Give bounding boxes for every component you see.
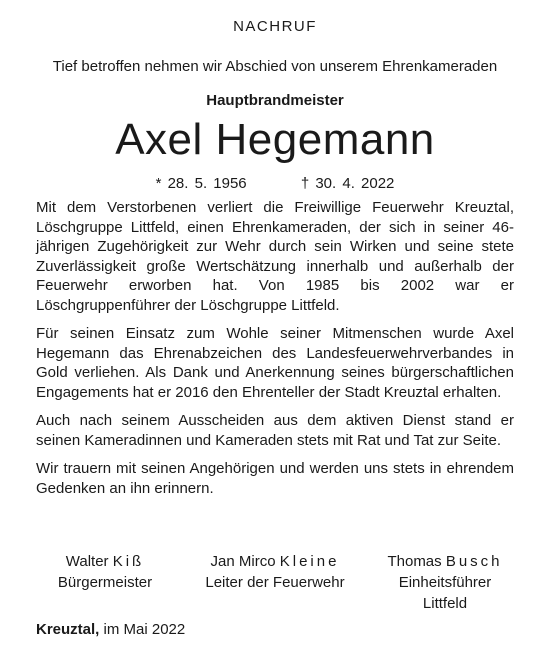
place: Kreuztal, <box>36 621 100 638</box>
paragraph: Für seinen Einsatz zum Wohle seiner Mitmenschen wurde Axel Hegemann das Ehrenabzeichen des Landesfeuerwehrverbandes in Gold verliehen. Als Dank und Anerkennung seines bürgerschaftlichen Engagements hat er 2016 den Ehrenteller der Stadt Kreuztal erhalten. <box>36 325 514 401</box>
date: im Mai 2022 <box>103 621 186 638</box>
birth-date: * 28. 5. 1956 <box>155 175 247 192</box>
place-date <box>36 621 185 638</box>
signatory-name: Jan Mirco Kleine <box>210 553 340 570</box>
life-dates <box>0 175 550 192</box>
signatory-mayor <box>20 551 190 614</box>
rank-title: Hauptbrandmeister <box>206 92 344 109</box>
notice-heading: NACHRUF <box>233 18 317 35</box>
obituary-text <box>36 198 514 507</box>
signatory-unit-leader <box>360 551 530 614</box>
death-date: † 30. 4. 2022 <box>300 175 395 192</box>
signatory-fire-chief <box>190 551 360 614</box>
signatory-title-line2: Littfeld <box>422 595 468 612</box>
signatory-title: Einheitsführer <box>398 574 492 591</box>
paragraph: Mit dem Verstorbenen verliert die Freiwillige Feuerwehr Kreuztal, Löschgruppe Littfeld, einen Ehrenkameraden, der sich in seiner 46-jährigen Zugehörigkeit zur Wehr durch sein Wirken und seine stete Zuverlässigkeit große Wertschätzung innerhalb und außerhalb der Feuerwehr erworben hat. Von 1985 bis 2002 war er Löschgruppenführer der Löschgruppe Littfeld. <box>36 199 514 314</box>
deceased-name: Axel Hegemann <box>115 115 435 164</box>
signatory-title: Bürgermeister <box>57 574 153 591</box>
intro-line: Tief betroffen nehmen wir Abschied von unserem Ehrenkameraden <box>52 58 498 75</box>
signatory-title: Leiter der Feuerwehr <box>205 574 345 591</box>
signatory-name: Walter Kiß <box>65 553 145 570</box>
paragraph: Auch nach seinem Ausscheiden aus dem aktiven Dienst stand er seinen Kameradinnen und Kameraden stets mit Rat und Tat zur Seite. <box>36 412 514 449</box>
paragraph: Wir trauern mit seinen Angehörigen und werden uns stets in ehrendem Gedenken an ihn erinnern. <box>36 460 514 497</box>
signatory-name: Thomas Busch <box>387 553 503 570</box>
signatures <box>20 551 530 614</box>
